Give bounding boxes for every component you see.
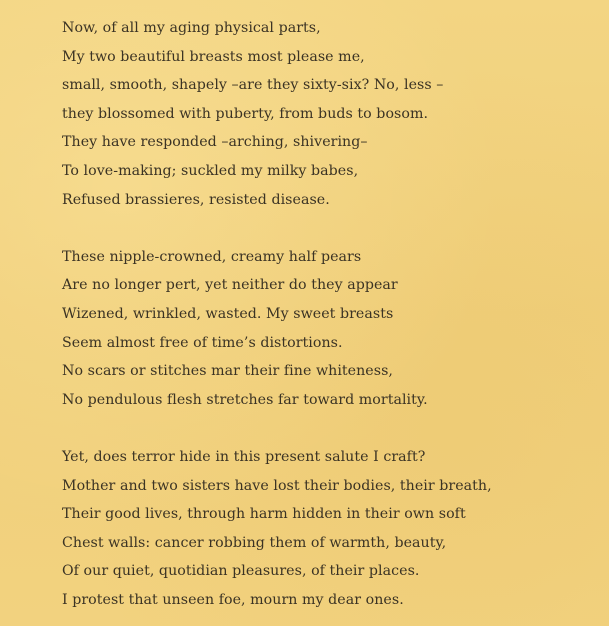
poem-line: Yet, does terror hide in this present salute I craft? [62,448,426,465]
stanza-1 [62,14,492,214]
poem-line: No scars or stitches mar their fine whiteness, [62,363,393,380]
poem-line: Chest walls: cancer robbing them of warmth, beauty, [62,534,447,551]
poem-line: These nipple-crowned, creamy half pears [62,248,362,265]
poem-line: Refused brassieres, resisted disease. [62,191,330,208]
poem-line: They have responded –arching, shivering– [62,134,368,151]
poem-line: Wizened, wrinkled, wasted. My sweet breasts [62,305,394,322]
stanza-3 [62,443,492,615]
poem-line: I protest that unseen foe, mourn my dear ones. [62,591,404,608]
stanza-2 [62,243,492,415]
poem-line: Mother and two sisters have lost their bodies, their breath, [62,477,492,494]
poem-text [62,14,492,614]
poem-line: Are no longer pert, yet neither do they appear [62,277,398,294]
poem-line: To love-making; suckled my milky babes, [62,162,359,179]
stanza-break [62,214,492,243]
poem-line: Their good lives, through harm hidden in their own soft [62,506,466,523]
poem-line: Of our quiet, quotidian pleasures, of their places. [62,563,420,580]
poem-line: Seem almost free of time’s distortions. [62,334,343,351]
poem-line: they blossomed with puberty, from buds to bosom. [62,105,429,122]
poem-line: small, smooth, shapely –are they sixty-six? No, less – [62,77,444,94]
stanza-break [62,414,492,443]
poem-line: My two beautiful breasts most please me, [62,48,365,65]
poem-line: Now, of all my aging physical parts, [62,20,321,36]
poem-line: No pendulous flesh stretches far toward mortality. [62,391,428,408]
